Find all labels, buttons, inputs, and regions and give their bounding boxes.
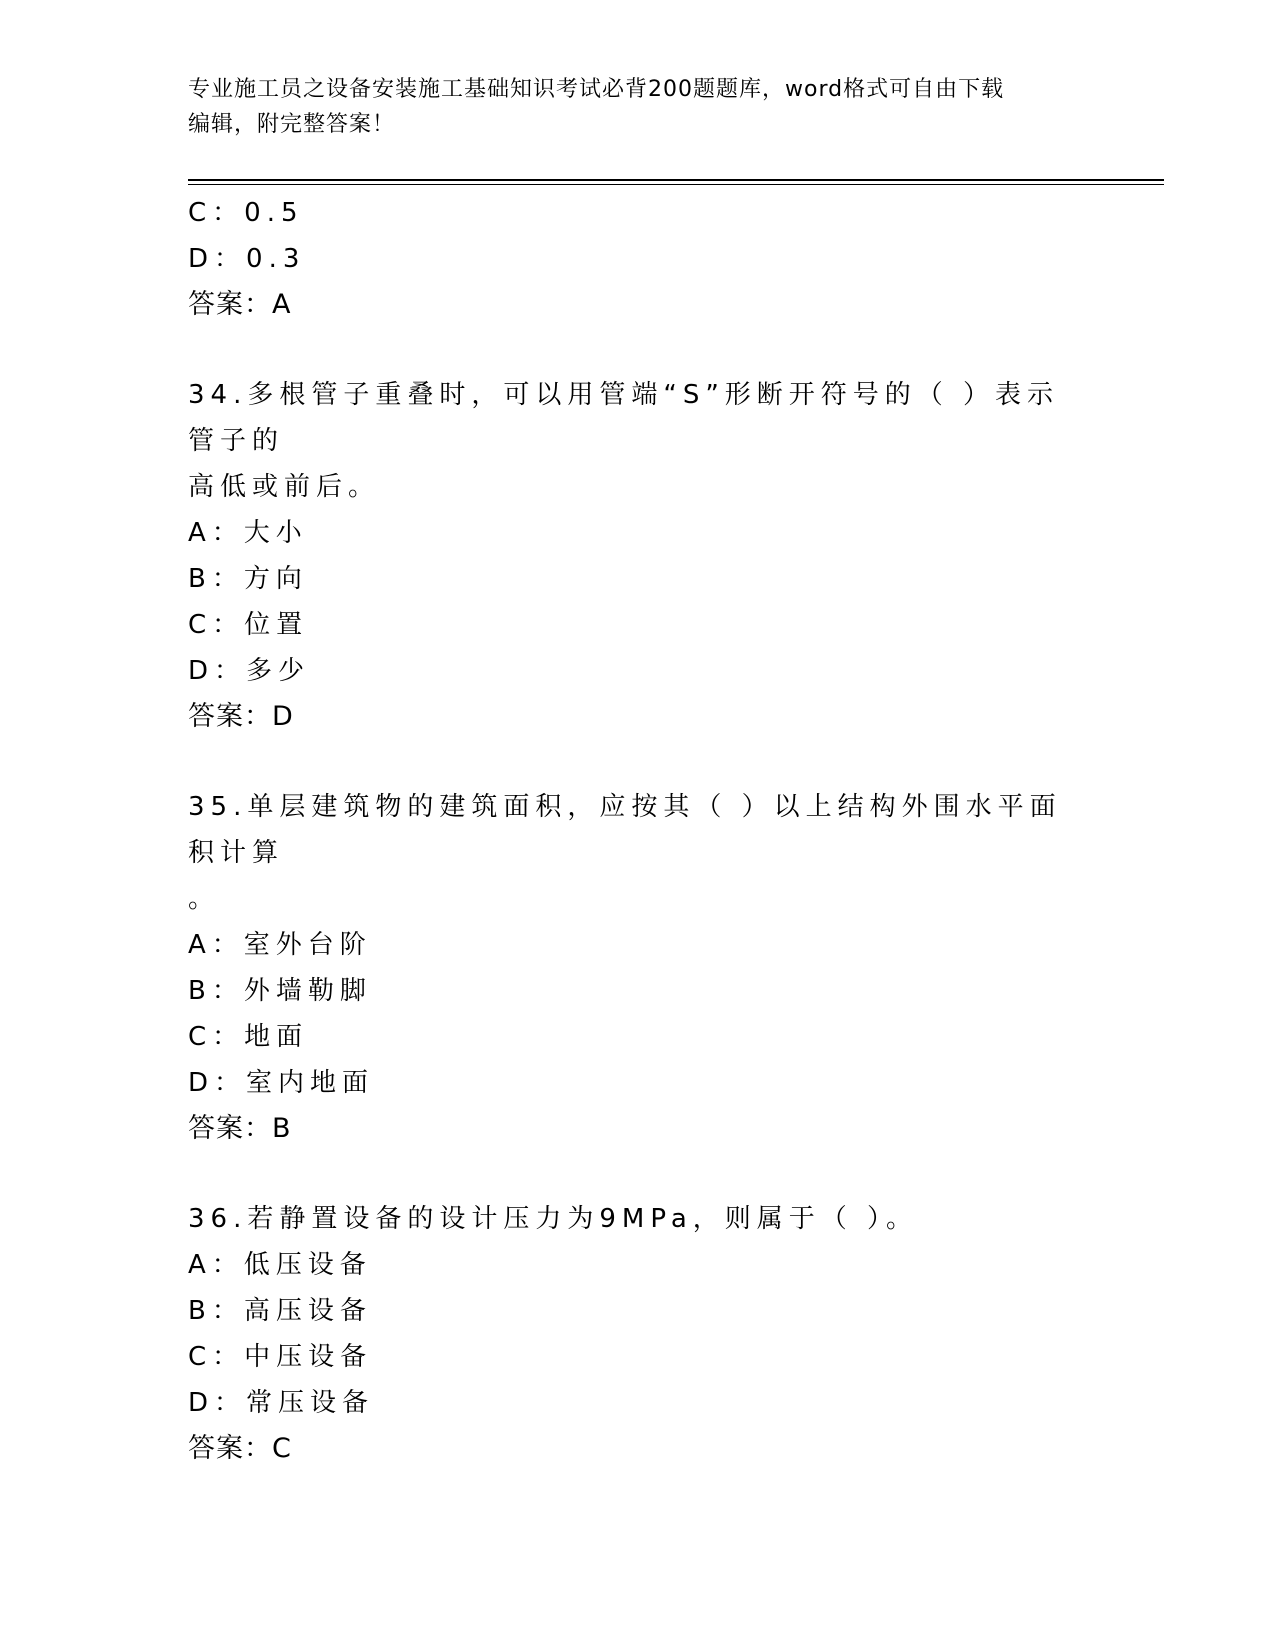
option-d: D：0.3 — [188, 244, 306, 274]
answer: 答案：A — [188, 289, 292, 320]
option-b: B：方向 — [188, 564, 308, 594]
option-c: C：0.5 — [188, 198, 304, 228]
option-c: C：地面 — [188, 1022, 309, 1052]
header-line-2: 编辑，附完整答案！ — [188, 112, 396, 137]
question-stem — [188, 1196, 1088, 1242]
question-35 — [188, 784, 1088, 1152]
header-line-1: 专业施工员之设备安装施工基础知识考试必背200题题库，word格式可自由下载 — [188, 77, 1005, 102]
question-36 — [188, 1196, 1088, 1472]
option-d: D：常压设备 — [188, 1388, 375, 1418]
document-body — [188, 190, 1088, 1472]
question-34 — [188, 372, 1088, 740]
option-a: A：低压设备 — [188, 1250, 372, 1280]
answer: 答案：D — [188, 701, 294, 732]
option-d: D：室内地面 — [188, 1068, 375, 1098]
option-a: A：室外台阶 — [188, 930, 372, 960]
previous-question-tail — [188, 190, 1088, 328]
question-stem — [188, 784, 1088, 922]
header-divider — [188, 179, 1164, 185]
stem-line-2: 。 — [188, 884, 221, 914]
question-stem — [188, 372, 1088, 510]
option-c: C：中压设备 — [188, 1342, 373, 1372]
answer: 答案：B — [188, 1113, 292, 1144]
option-b: B：高压设备 — [188, 1296, 372, 1326]
option-a: A：大小 — [188, 518, 308, 548]
page-header — [188, 72, 1088, 142]
answer: 答案：C — [188, 1433, 292, 1464]
stem-line-2: 高低或前后。 — [188, 472, 381, 502]
option-c: C：位置 — [188, 610, 309, 640]
stem-line-1: 35.单层建筑物的建筑面积，应按其（ ）以上结构外围水平面积计算 — [188, 792, 1062, 868]
option-d: D：多少 — [188, 656, 311, 686]
stem-line-1: 36.若静置设备的设计压力为9MPa，则属于（ ）。 — [188, 1204, 919, 1234]
stem-line-1: 34.多根管子重叠时，可以用管端“S”形断开符号的（ ）表示管子的 — [188, 380, 1060, 456]
option-b: B：外墙勒脚 — [188, 976, 372, 1006]
